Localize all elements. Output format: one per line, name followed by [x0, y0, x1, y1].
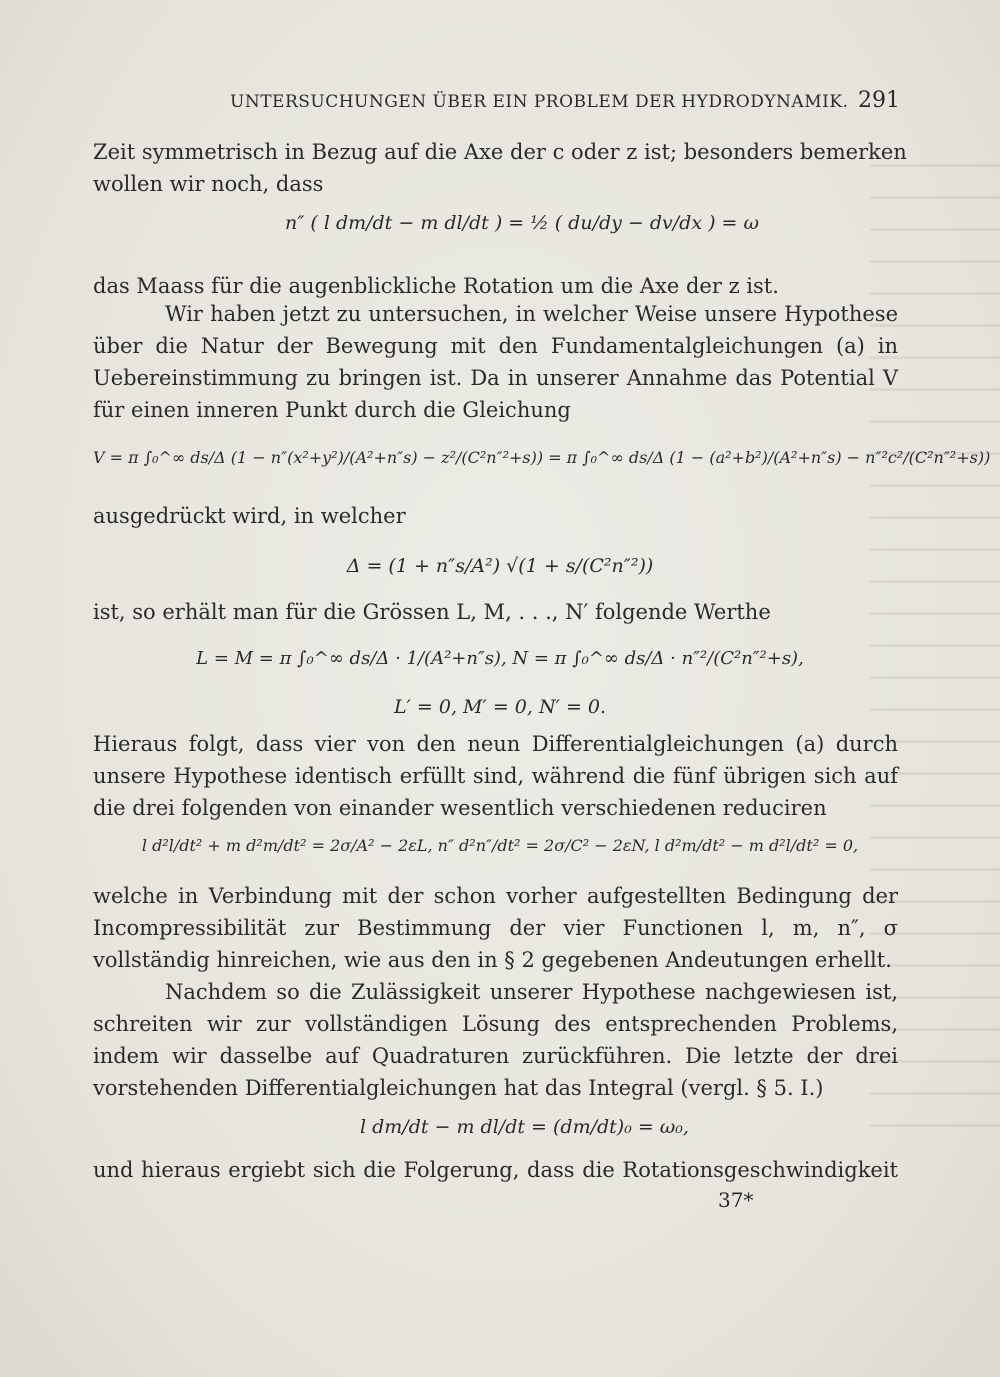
page-number: 291 — [858, 88, 900, 113]
equation-primes-zero: L′ = 0, M′ = 0, N′ = 0. — [393, 696, 607, 718]
paragraph-5: ist, so erhält man für die Grössen L, M, . . ., N′ folgende Werthe — [93, 600, 771, 624]
paragraph-9: und hieraus ergiebt sich die Folgerung, dass die Rotationsgeschwindigkeit — [93, 1158, 898, 1182]
paragraph-2: das Maass für die augenblickliche Rotation um die Axe der z ist. — [93, 274, 779, 298]
equation-L-M-N: L = M = π ∫₀^∞ ds/Δ · 1/(A²+n″s), N = π ∫₀^∞ ds/Δ · n″²/(C²n″²+s), — [196, 648, 804, 669]
running-title: UNTERSUCHUNGEN ÜBER EIN PROBLEM DER HYDRODYNAMIK. — [230, 92, 849, 112]
equation-rotation: n″ ( l dm/dt − m dl/dt ) = ½ ( du/dy − dv/dx ) = ω — [285, 212, 759, 234]
equation-integral-omega: l dm/dt − m dl/dt = (dm/dt)₀ = ω₀, — [360, 1116, 689, 1138]
page-header — [90, 88, 900, 118]
signature-mark: 37* — [718, 1188, 754, 1212]
paragraph-7: welche in Verbindung mit der schon vorher aufgestellten Bedingung der Incompressibilität zur Bestimmung der vier Functionen l, m, n″, σ vollständig hinreichen, wie aus den in § 2 gegebenen Andeutungen erhellt. — [93, 884, 898, 972]
equation-potential: V = π ∫₀^∞ ds/Δ (1 − n″(x²+y²)/(A²+n″s) − z²/(C²n″²+s)) = π ∫₀^∞ ds/Δ (1 − (a²+b²)/(A²+n″s) − n″²c²/(C²n″²+s)) — [93, 448, 991, 467]
paragraph-6: Hieraus folgt, dass vier von den neun Differentialgleichungen (a) durch unsere Hypothese identisch erfüllt sind, während die fünf übrigen sich auf die drei folgenden von einander wesentlich verschiedenen reduciren — [93, 732, 898, 820]
paragraph-1-line-2: wollen wir noch, dass — [93, 172, 324, 196]
paragraph-4: ausgedrückt wird, in welcher — [93, 504, 406, 528]
equation-delta: Δ = (1 + n″s/A²) √(1 + s/(C²n″²)) — [346, 555, 654, 577]
paragraph-1-line-1: Zeit symmetrisch in Bezug auf die Axe der c oder z ist; besonders bemerken — [93, 140, 907, 164]
paragraph-3: Wir haben jetzt zu untersuchen, in welcher Weise unsere Hypothese über die Natur der Bewegung mit den Fundamentalgleichungen (a) in Uebereinstimmung zu bringen ist. Da in unserer Annahme das Potential V für einen inneren Punkt durch die Gleichung — [93, 302, 898, 422]
equation-differential-system: l d²l/dt² + m d²m/dt² = 2σ/A² − 2εL, n″ d²n″/dt² = 2σ/C² − 2εN, l d²m/dt² − m d²l/dt² = 0, — [141, 836, 859, 855]
paragraph-8: Nachdem so die Zulässigkeit unserer Hypothese nachgewiesen ist, schreiten wir zur vollständigen Lösung des entsprechenden Problems, indem wir dasselbe auf Quadraturen zurückführen. Die letzte der drei vorstehenden Differentialgleichungen hat das Integral (vergl. § 5. I.) — [93, 980, 898, 1100]
